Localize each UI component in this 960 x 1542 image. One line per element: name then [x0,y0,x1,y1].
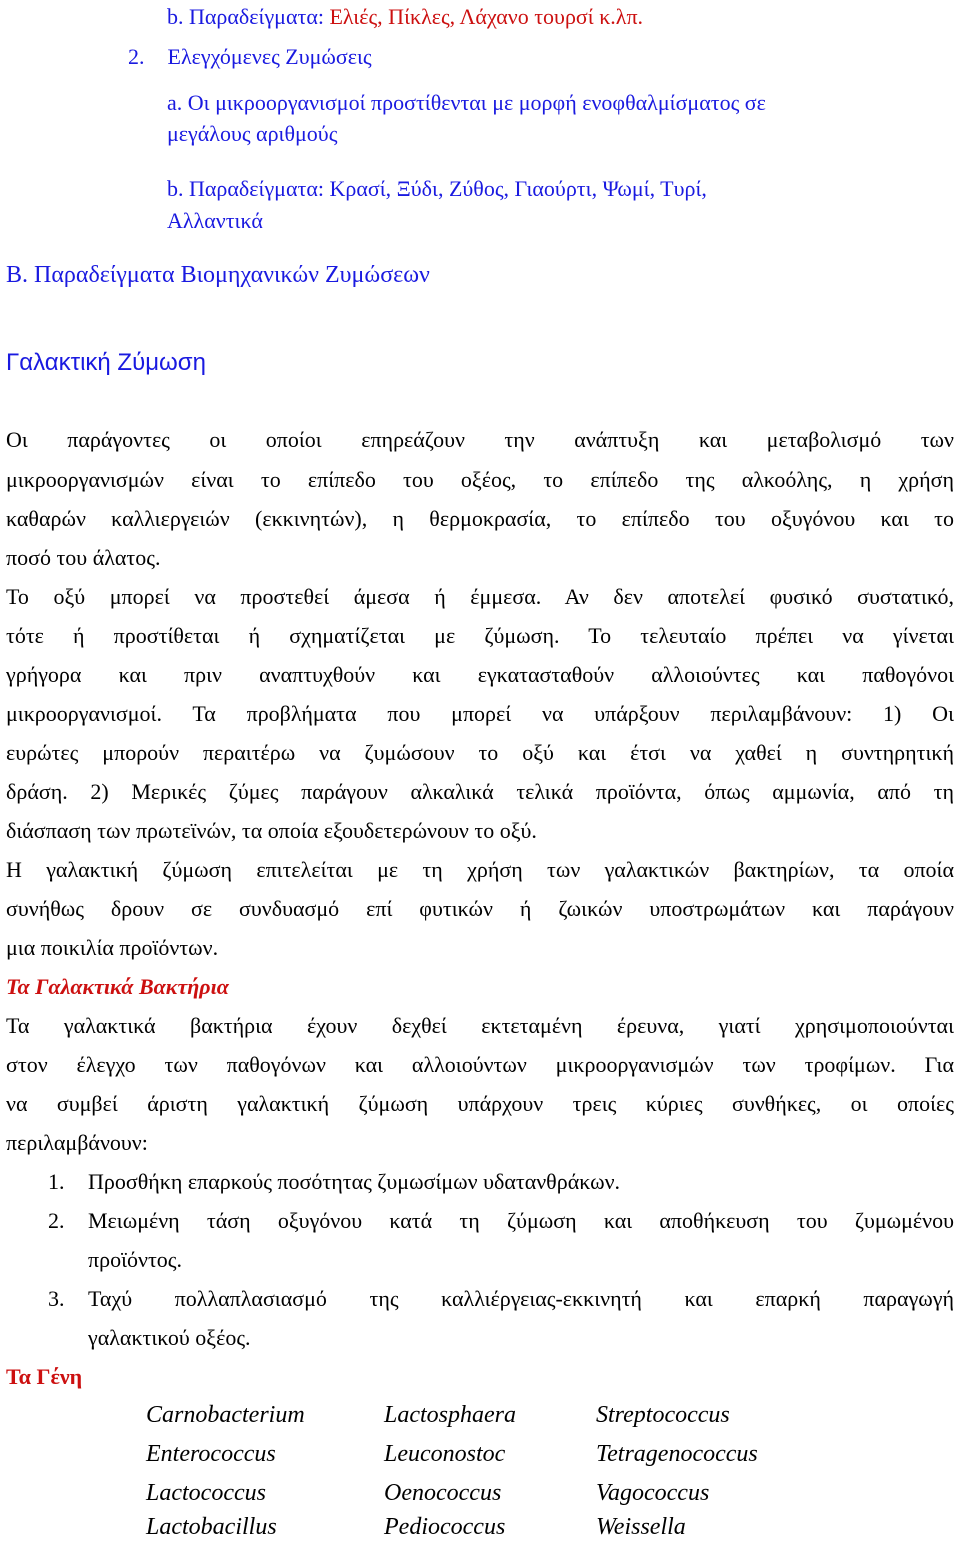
list-item-controlled [128,42,372,72]
list-item: Μειωμένη τάση οξυγόνου κατά τη ζύμωση και αποθήκευση του ζυμωμένου [88,1208,954,1233]
list-number: 2. [128,44,145,69]
genera-heading: Τα Γένη [6,1364,83,1389]
sub-item-b: b. Παραδείγματα: Κρασί, Ξύδι, Ζύθος, Γιαούρτι, Ψωμί, Τυρί, [167,176,707,201]
list-item: Προσθήκη επαρκούς ποσότητας ζυμωσίμων υδατανθράκων. [88,1169,621,1194]
paragraph-line: γρήγορα και πριν αναπτυχθούν και εγκατασταθούν αλλοιούντες και παθογόνοι [6,662,954,687]
paragraph-line: περιλαμβάνουν: [6,1130,148,1155]
paragraph-line: Τα γαλακτικά βακτήρια έχουν δεχθεί εκτεταμένη έρευνα, γιατί χρησιμοποιούνται [6,1013,954,1038]
paragraph-line: Οι παράγοντες οι οποίοι επηρεάζουν την ανάπτυξη και μεταβολισμό των [6,427,954,452]
paragraph-line: συνήθως δρουν σε συνδυασμό επί φυτικών ή ζωικών υποστρωμάτων και παράγουν [6,896,954,921]
sub-item-b-cont: Αλλαντικά [167,208,263,233]
list-item-cont: γαλακτικού οξέος. [88,1325,251,1350]
subsection-heading: Γαλακτική Ζύμωση [6,349,206,376]
genus-name: Enterococcus [146,1441,276,1467]
list-title: Ελεγχόμενες Ζυμώσεις [167,44,372,69]
paragraph-line: μικροοργανισμών είναι το επίπεδο του οξέος, το επίπεδο της αλκοόλης, η χρήση [6,467,954,492]
example-prefix: b. Παραδείγματα: [167,4,330,29]
paragraph-line: Η γαλακτική ζύμωση επιτελείται με τη χρήση των γαλακτικών βακτηρίων, τα οποία [6,857,954,882]
paragraph-line: μια ποικιλία προϊόντων. [6,935,219,960]
list-item: Ταχύ πολλαπλασιασμό της καλλιέργειας-εκκινητή και επαρκή παραγωγή [88,1286,954,1311]
sub-item-a-cont: μεγάλους αριθμούς [167,121,338,146]
paragraph-line: τότε ή προστίθεται ή σχηματίζεται με ζύμωση. Το τελευταίο πρέπει να γίνεται [6,623,954,648]
example-line-b-top [167,2,643,32]
list-number: 1. [48,1169,65,1194]
example-items: Ελιές, Πίκλες, Λάχανο τουρσί κ.λπ. [329,4,644,29]
list-number: 2. [48,1208,65,1233]
bacteria-heading: Τα Γαλακτικά Βακτήρια [6,974,229,999]
genus-name: Lactobacillus [146,1514,277,1540]
paragraph-line: να συμβεί άριστη γαλακτική ζύμωση υπάρχουν τρεις κύριες συνθήκες, οι οποίες [6,1091,954,1116]
section-heading: B. Παραδείγματα Βιομηχανικών Ζυμώσεων [6,262,430,288]
paragraph-line: Το οξύ μπορεί να προστεθεί άμεσα ή έμμεσα. Αν δεν αποτελεί φυσικό συστατικό, [6,584,954,609]
genus-name: Pediococcus [384,1514,506,1540]
paragraph-line: ποσό του άλατος. [6,545,161,570]
paragraph-line: στον έλεγχο των παθογόνων και αλλοιούντων μικροοργανισμών των τροφίμων. Για [6,1052,954,1077]
paragraph-line: διάσπαση των πρωτεϊνών, τα οποία εξουδετερώνουν το οξύ. [6,818,537,843]
genus-name: Weissella [596,1514,686,1540]
paragraph-line: δράση. 2) Μερικές ζύμες παράγουν αλκαλικά τελικά προϊόντα, όπως αμμωνία, από τη [6,779,954,804]
genus-name: Carnobacterium [146,1402,305,1428]
paragraph-line: ευρώτες μπορούν περαιτέρω να ζυμώσουν το οξύ και έτσι να χαθεί η συντηρητική [6,740,954,765]
paragraph-line: καθαρών καλλιεργειών (εκκινητών), η θερμοκρασία, το επίπεδο του οξυγόνου και το [6,506,954,531]
list-number: 3. [48,1286,65,1311]
genus-name: Leuconostoc [384,1441,506,1467]
genus-name: Streptococcus [596,1402,730,1428]
genus-name: Lactosphaera [384,1402,516,1428]
genus-name: Lactococcus [146,1480,266,1506]
list-item-cont: προϊόντος. [88,1247,183,1272]
genus-name: Vagococcus [596,1480,710,1506]
paragraph-line: μικροοργανισμοί. Τα προβλήματα που μπορεί να υπάρξουν περιλαμβάνουν: 1) Οι [6,701,954,726]
sub-item-a: a. Οι μικροοργανισμοί προστίθενται με μορφή ενοφθαλμίσματος σε [167,90,766,115]
genus-name: Oenococcus [384,1480,502,1506]
genus-name: Tetragenococcus [596,1441,758,1467]
